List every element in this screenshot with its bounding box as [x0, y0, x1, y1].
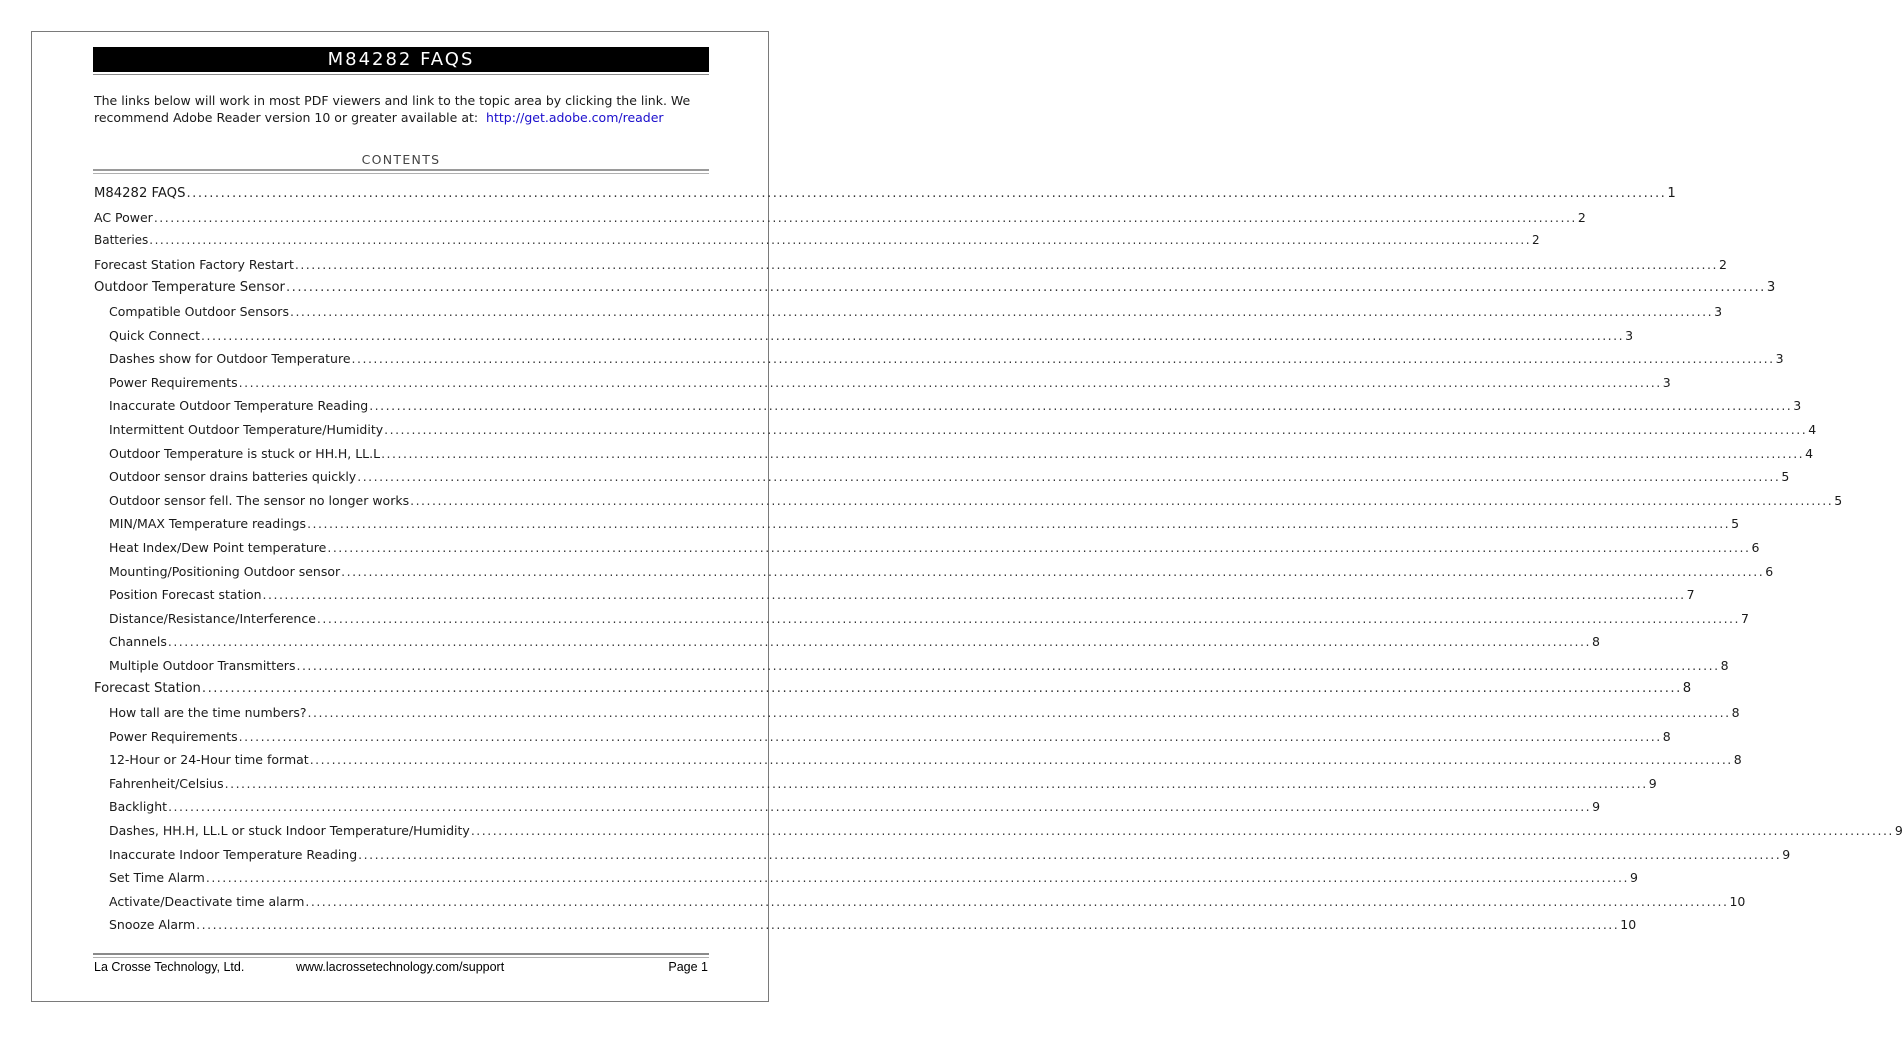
toc-entry-page: 2	[1577, 209, 1586, 225]
toc-entry-page: 6	[1751, 539, 1760, 555]
toc-dot-leader: ....................................................................................................................................................................................................................................................................	[305, 893, 1729, 909]
toc-entry[interactable]	[94, 394, 1802, 418]
toc-entry[interactable]	[94, 371, 1671, 395]
toc-entry-page: 9	[1629, 870, 1638, 886]
toc-entry-title: MIN/MAX Temperature readings	[109, 516, 307, 532]
toc-entry-page: 6	[1765, 563, 1774, 579]
toc-entry-title: Channels	[109, 634, 167, 650]
toc-entry[interactable]	[94, 795, 1601, 819]
table-of-contents	[94, 182, 1903, 937]
toc-entry-title: AC Power	[94, 209, 153, 225]
toc-entry-page: 8	[1682, 681, 1692, 697]
footer-rule-thin	[93, 957, 709, 958]
toc-entry[interactable]	[94, 772, 1657, 796]
toc-entry-title: Dashes, HH.H, LL.L or stuck Indoor Temperature/Humidity	[109, 823, 470, 839]
toc-dot-leader: ....................................................................................................................................................................................................................................................................	[307, 705, 1731, 721]
toc-entry[interactable]	[94, 654, 1729, 678]
title-rule	[93, 74, 709, 75]
toc-entry-page: 5	[1731, 516, 1740, 532]
toc-dot-leader: ....................................................................................................................................................................................................................................................................	[369, 398, 1793, 414]
toc-dot-leader: ....................................................................................................................................................................................................................................................................	[316, 610, 1741, 626]
toc-dot-leader: ....................................................................................................................................................................................................................................................................	[238, 728, 1662, 744]
toc-dot-leader: ....................................................................................................................................................................................................................................................................	[196, 917, 1620, 933]
toc-dot-leader: ....................................................................................................................................................................................................................................................................	[149, 233, 1532, 248]
footer-url[interactable]: www.lacrossetechnology.com/support	[296, 960, 505, 974]
toc-entry[interactable]	[94, 442, 1814, 466]
toc-dot-leader: ....................................................................................................................................................................................................................................................................	[384, 421, 1808, 437]
toc-dot-leader: ....................................................................................................................................................................................................................................................................	[341, 563, 1765, 579]
toc-dot-leader: ....................................................................................................................................................................................................................................................................	[294, 256, 1718, 272]
contents-rule-thin	[93, 173, 709, 174]
toc-entry[interactable]	[94, 819, 1903, 843]
toc-entry[interactable]	[94, 300, 1723, 324]
toc-entry-title: How tall are the time numbers?	[109, 705, 307, 721]
toc-entry[interactable]	[94, 677, 1692, 701]
toc-entry-title: 12-Hour or 24-Hour time format	[109, 752, 309, 768]
toc-entry[interactable]	[94, 465, 1790, 489]
toc-entry-page: 7	[1741, 610, 1749, 626]
toc-entry-title: Position Forecast station	[109, 587, 262, 603]
toc-dot-leader: ....................................................................................................................................................................................................................................................................	[410, 492, 1834, 508]
toc-entry-title: Forecast Station	[94, 681, 201, 697]
toc-dot-leader: ....................................................................................................................................................................................................................................................................	[224, 775, 1648, 791]
contents-rule	[93, 169, 709, 171]
toc-dot-leader: ....................................................................................................................................................................................................................................................................	[357, 469, 1781, 485]
toc-entry[interactable]	[94, 347, 1784, 371]
toc-entry-page: 7	[1686, 587, 1695, 603]
toc-dot-leader: ....................................................................................................................................................................................................................................................................	[153, 209, 1577, 225]
toc-entry-title: Outdoor sensor drains batteries quickly	[109, 469, 357, 485]
toc-entry-page: 3	[1766, 280, 1776, 296]
adobe-reader-link[interactable]: http://get.adobe.com/reader	[486, 110, 664, 125]
toc-dot-leader: ....................................................................................................................................................................................................................................................................	[470, 823, 1894, 839]
toc-entry[interactable]	[94, 276, 1776, 300]
intro-text: The links below will work in most PDF viewers and link to the topic area by clicking the link. We recommend Adobe Reader version 10 or greater available at:	[94, 93, 691, 125]
toc-entry-title: M84282 FAQS	[94, 186, 186, 201]
toc-entry[interactable]	[94, 182, 1676, 206]
toc-entry[interactable]	[94, 725, 1671, 749]
toc-entry[interactable]	[94, 866, 1638, 890]
toc-entry[interactable]	[94, 890, 1746, 914]
toc-entry[interactable]	[94, 206, 1586, 230]
footer-rule	[93, 953, 709, 955]
toc-entry[interactable]	[94, 701, 1740, 725]
toc-entry-page: 1	[1667, 186, 1676, 201]
toc-dot-leader: ....................................................................................................................................................................................................................................................................	[309, 752, 1733, 768]
toc-entry[interactable]	[94, 843, 1791, 867]
toc-entry-title: Outdoor Temperature Sensor	[94, 280, 285, 296]
toc-entry[interactable]	[94, 536, 1760, 560]
toc-entry[interactable]	[94, 512, 1740, 536]
toc-entry-page: 8	[1731, 705, 1740, 721]
toc-dot-leader: ....................................................................................................................................................................................................................................................................	[307, 516, 1731, 532]
intro-paragraph	[94, 92, 706, 126]
toc-entry-page: 9	[1894, 823, 1903, 839]
footer-company: La Crosse Technology, Ltd.	[94, 960, 245, 974]
toc-entry-title: Inaccurate Outdoor Temperature Reading	[109, 398, 369, 414]
toc-entry-title: Batteries	[94, 233, 149, 248]
toc-entry-title: Outdoor Temperature is stuck or HH.H, LL.L	[109, 445, 381, 461]
toc-entry-title: Activate/Deactivate time alarm	[109, 893, 305, 909]
toc-entry[interactable]	[94, 630, 1600, 654]
toc-entry[interactable]	[94, 913, 1637, 937]
toc-dot-leader: ....................................................................................................................................................................................................................................................................	[296, 657, 1720, 673]
toc-entry-page: 8	[1733, 752, 1742, 768]
toc-entry-page: 5	[1781, 469, 1790, 485]
toc-entry-title: Inaccurate Indoor Temperature Reading	[109, 846, 358, 862]
toc-entry[interactable]	[94, 607, 1749, 631]
toc-entry-title: Outdoor sensor fell. The sensor no longer works	[109, 492, 410, 508]
toc-dot-leader: ....................................................................................................................................................................................................................................................................	[201, 327, 1625, 343]
toc-entry-page: 9	[1592, 799, 1601, 815]
toc-entry-title: Set Time Alarm	[109, 870, 205, 886]
toc-entry[interactable]	[94, 253, 1727, 277]
footer-page-number: Page 1	[668, 960, 708, 974]
toc-entry-title: Heat Index/Dew Point temperature	[109, 539, 327, 555]
toc-dot-leader: ....................................................................................................................................................................................................................................................................	[351, 351, 1775, 367]
toc-entry[interactable]	[94, 560, 1774, 584]
document-title: M84282 FAQS	[93, 47, 709, 72]
toc-entry-title: Quick Connect	[109, 327, 201, 343]
toc-dot-leader: ....................................................................................................................................................................................................................................................................	[262, 587, 1686, 603]
toc-entry-page: 2	[1532, 233, 1540, 248]
toc-entry[interactable]	[94, 748, 1742, 772]
toc-dot-leader: ....................................................................................................................................................................................................................................................................	[205, 870, 1629, 886]
toc-entry-title: Intermittent Outdoor Temperature/Humidity	[109, 421, 384, 437]
toc-entry-page: 3	[1625, 327, 1634, 343]
toc-entry-page: 2	[1718, 256, 1727, 272]
toc-dot-leader: ....................................................................................................................................................................................................................................................................	[201, 681, 1682, 697]
toc-entry-page: 9	[1648, 775, 1657, 791]
toc-entry-title: Power Requirements	[109, 728, 238, 744]
toc-entry-page: 8	[1720, 657, 1729, 673]
toc-entry[interactable]	[94, 229, 1540, 253]
toc-entry-title: Multiple Outdoor Transmitters	[109, 657, 296, 673]
toc-dot-leader: ....................................................................................................................................................................................................................................................................	[186, 186, 1667, 201]
toc-entry-page: 10	[1620, 917, 1637, 933]
toc-dot-leader: ....................................................................................................................................................................................................................................................................	[289, 303, 1714, 319]
toc-entry-title: Compatible Outdoor Sensors	[109, 303, 289, 319]
toc-dot-leader: ....................................................................................................................................................................................................................................................................	[358, 846, 1782, 862]
toc-dot-leader: ....................................................................................................................................................................................................................................................................	[285, 280, 1766, 296]
toc-entry-title: Forecast Station Factory Restart	[94, 256, 294, 272]
contents-heading: CONTENTS	[361, 152, 441, 167]
toc-dot-leader: ....................................................................................................................................................................................................................................................................	[168, 799, 1592, 815]
toc-entry-page: 3	[1793, 398, 1802, 414]
toc-entry-page: 3	[1775, 351, 1784, 367]
toc-dot-leader: ....................................................................................................................................................................................................................................................................	[381, 445, 1805, 461]
toc-entry-title: Snooze Alarm	[109, 917, 196, 933]
toc-entry-title: Backlight	[109, 799, 168, 815]
toc-entry-page: 3	[1662, 374, 1671, 390]
toc-entry[interactable]	[94, 583, 1695, 607]
toc-entry-title: Distance/Resistance/Interference	[109, 610, 316, 626]
toc-entry-page: 10	[1729, 893, 1746, 909]
toc-entry-title: Fahrenheit/Celsius	[109, 775, 224, 791]
toc-entry[interactable]	[94, 418, 1817, 442]
toc-dot-leader: ....................................................................................................................................................................................................................................................................	[167, 634, 1591, 650]
toc-dot-leader: ....................................................................................................................................................................................................................................................................	[238, 374, 1662, 390]
toc-entry[interactable]	[94, 489, 1843, 513]
toc-entry-page: 9	[1782, 846, 1791, 862]
toc-entry-title: Dashes show for Outdoor Temperature	[109, 351, 351, 367]
toc-entry-title: Mounting/Positioning Outdoor sensor	[109, 563, 341, 579]
toc-entry-page: 5	[1834, 492, 1843, 508]
toc-entry-page: 8	[1662, 728, 1671, 744]
toc-entry-page: 8	[1591, 634, 1600, 650]
toc-entry-page: 4	[1805, 445, 1814, 461]
toc-entry[interactable]	[94, 324, 1634, 348]
toc-dot-leader: ....................................................................................................................................................................................................................................................................	[327, 539, 1751, 555]
toc-entry-page: 3	[1714, 303, 1723, 319]
toc-entry-page: 4	[1808, 421, 1817, 437]
toc-entry-title: Power Requirements	[109, 374, 238, 390]
